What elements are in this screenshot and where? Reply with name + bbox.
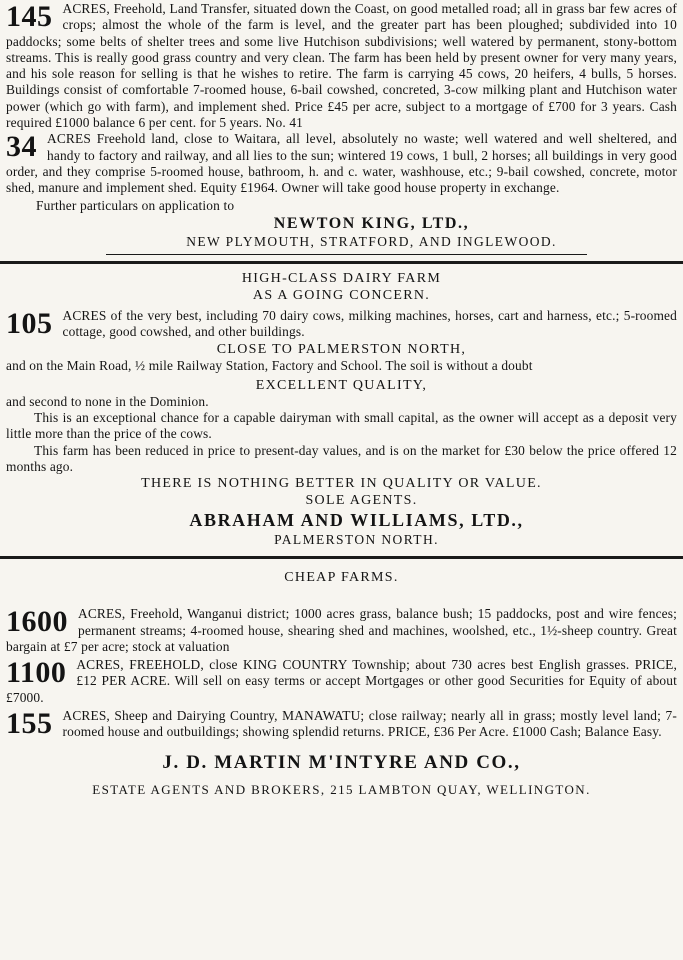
listing-text: ACRES, Freehold, Land Transfer, situated down the Coast, on good metalled road; all in grass bar few acres of crops; almost the whole of the farm is level, and the greater part has been ploughed; subdivided into 10 paddocks; some belts of shelter trees and some live Hutchison subdivisions; well watered by permanent, stony-bottom streams. This is really good grass country and very clean. The farm has been held by present owner for very many years, and his sole reason for selling is that he wishes to retire. The farm is carrying 45 cows, 20 heifers, 4 bulls, 5 horses. Buildings consist of comfortable 7-roomed house, 6-bail cowshed, concreted, 3-cow milking plant and Hutchison water power (which go with farm), and implement shed. Price £45 per acre, subject to a mortgage of £700 for 3 years. Cash required £1000 balance 6 per cent. for 5 years. No. 41 (6, 1, 677, 131)
acreage-number: 145 (6, 0, 53, 33)
listing-text: ACRES, Freehold, Wanganui district; 1000 acres grass, balance bush; 15 paddocks, post and wire fences; permanent streams; 4-roomed house, shearing shed and machines, woolshed, etc., 1½-sheep country. Great bargain at £7 per acre; stock at valuation (6, 606, 677, 654)
headline-going-concern: AS A GOING CONCERN. (252, 287, 431, 303)
second-to-none: and second to none in the Dominion. (6, 393, 209, 409)
price-reduced: This farm has been reduced in price to present-day values, and is on the market for £30 below the price offered 12 months ago. (6, 442, 677, 474)
further-particulars: Further particulars on application to (36, 197, 235, 213)
listing-text: ACRES, FREEHOLD, close KING COUNTRY Township; about 730 acres best English grasses. PRICE, £12 PER ACRE. Will sell on easy terms or accept Mortgages or other good Securities for Equity of about £7000. (6, 657, 677, 705)
farm-listing-155 (6, 708, 677, 741)
listing-text: ACRES Freehold land, close to Waitara, all level, absolutely no waste; well watered and well sheltered, and handy to factory and railway, and all lies to the sun; wintered 19 cows, 1 bull, 2 horses; all buildings in very good order, and they comprise 5-roomed house, bathroom, h. and c. water, washhouse, etc.; 9-bail cowshed, concrete, motor shed, manure and implement shed. Equity £1964. Owner will take good house property in exchange. (6, 131, 677, 196)
agent-towns: NEW PLYMOUTH, STRATFORD, AND INGLEWOOD. (186, 233, 557, 249)
agent-address: ESTATE AGENTS AND BROKERS, 215 LAMBTON QUAY, WELLINGTON. (92, 781, 591, 797)
agent-name: NEWTON KING, LTD., (273, 214, 470, 232)
acreage-number: 1100 (6, 656, 67, 690)
acreage-number: 155 (6, 707, 53, 741)
newton-king-advertisement (6, 0, 677, 255)
acreage-number: 105 (6, 306, 53, 340)
acreage-number: 1600 (6, 605, 68, 639)
abraham-williams-advertisement (6, 264, 677, 548)
close-to-town: CLOSE TO PALMERSTON NORTH, (216, 342, 467, 358)
exceptional-chance: This is an exceptional chance for a capable dairyman with small capital, as the owner will accept as a deposit very little more than the price of the cows. (6, 410, 677, 442)
acreage-number: 34 (6, 130, 37, 164)
farm-listing-34 (6, 131, 677, 196)
underline-divider (106, 254, 587, 255)
listing-text: ACRES, Sheep and Dairying Country, MANAWATU; close railway; nearly all in grass; mostly level land; 7-roomed house and outbuildings; showing splendid returns. PRICE, £36 Per Acre. £1000 Cash; Balance Easy. (62, 708, 677, 740)
agent-town: PALMERSTON NORTH. (274, 532, 439, 548)
nothing-better: THERE IS NOTHING BETTER IN QUALITY OR VALUE. (141, 476, 542, 492)
martin-mintyre-advertisement (6, 559, 677, 797)
farm-listing-1600 (6, 606, 677, 655)
agent-name: ABRAHAM AND WILLIAMS, LTD., (189, 510, 524, 531)
headline-dairy-farm: HIGH-CLASS DAIRY FARM (241, 270, 442, 286)
excellent-quality: EXCELLENT QUALITY, (255, 377, 428, 393)
headline-cheap-farms: CHEAP FARMS. (284, 570, 399, 586)
road-description: and on the Main Road, ½ mile Railway Station, Factory and School. The soil is without a doubt (6, 358, 533, 374)
farm-listing-145 (6, 1, 677, 131)
listing-text: ACRES of the very best, including 70 dairy cows, milking machines, horses, cart and harness, etc.; 5-roomed cottage, good cowshed, and other buildings. (62, 307, 677, 340)
farm-listing-1100 (6, 657, 677, 706)
agent-name: J. D. MARTIN M'INTYRE AND CO., (162, 751, 521, 773)
sole-agents: SOLE AGENTS. (305, 493, 418, 509)
farm-listing-105 (6, 308, 677, 341)
